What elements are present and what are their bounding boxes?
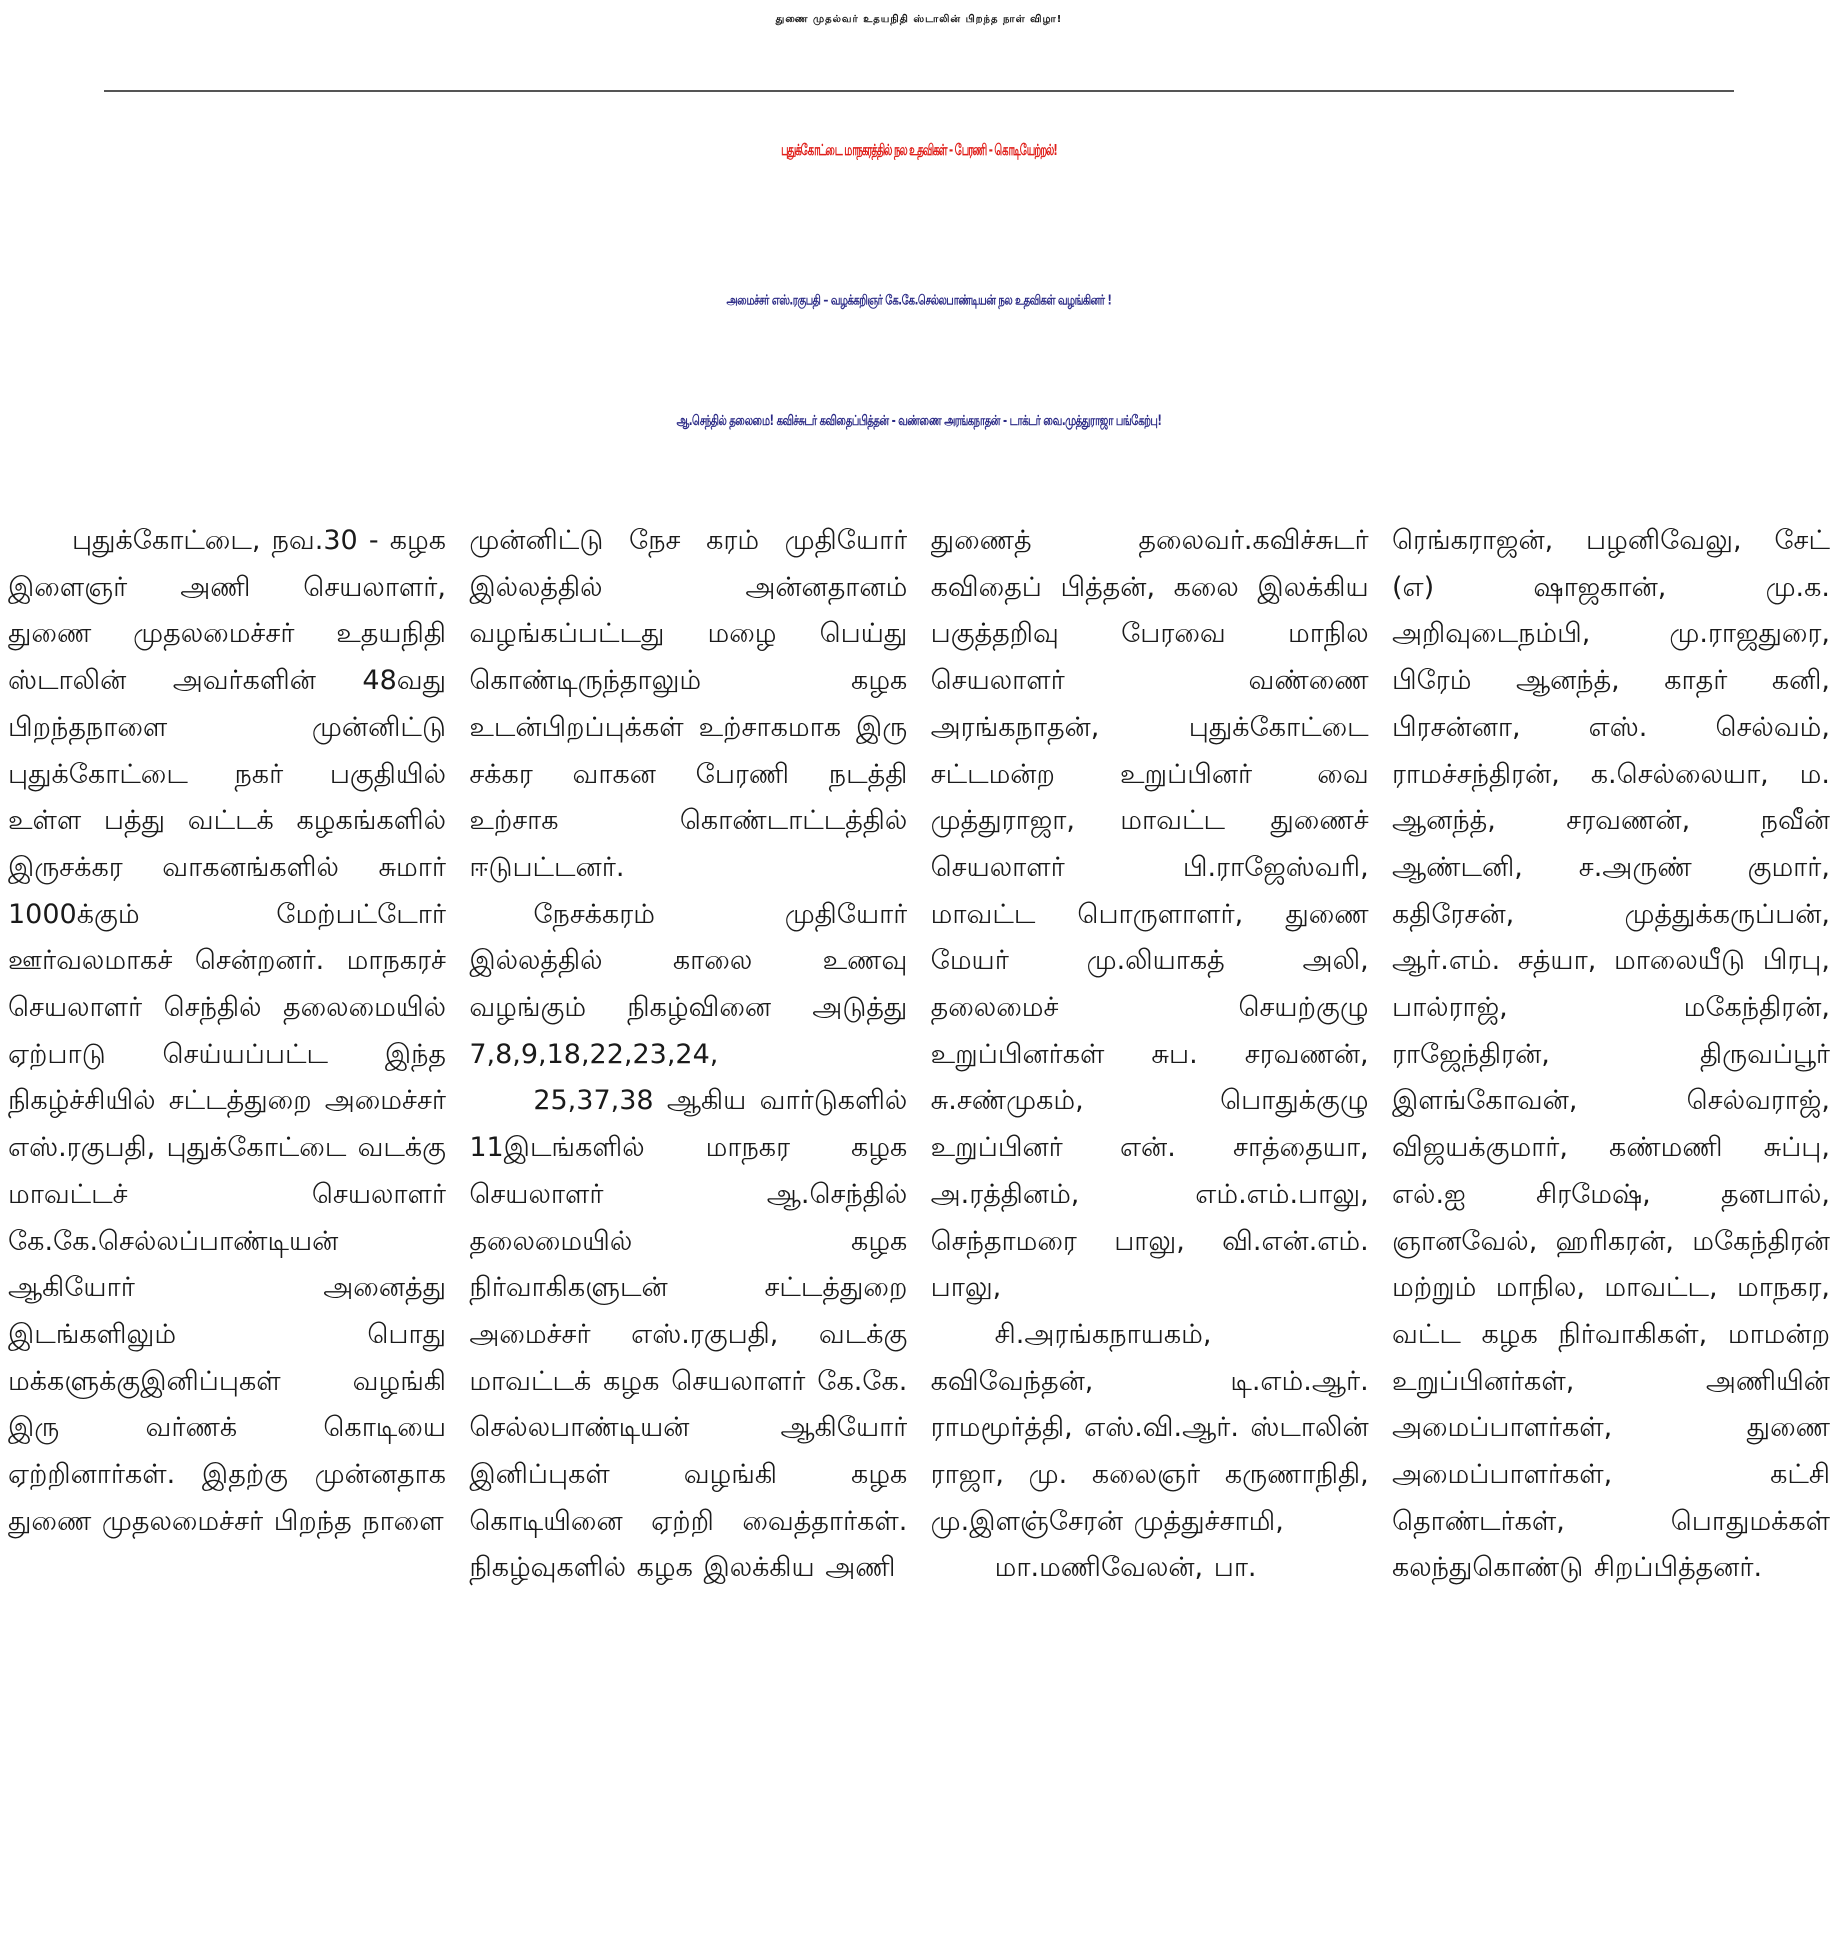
- paragraph: மா.மணிவேலன், பா.: [994, 1552, 1257, 1584]
- paragraph: முன்னிட்டு நேச கரம் முதியோர் இல்லத்தில் அன்னதானம் வழங்கப்பட்டது மழை பெய்து கொண்டிருந்தாலும் கழக உடன்பிறப்புக்கள் உற்சாகமாக இரு சக்கர வாகன பேரணி நடத்தி உற்சாக கொண்டாட்டத்தில் ஈடுபட்டனர்.: [469, 525, 908, 883]
- kicker-divider: [104, 90, 1734, 92]
- subheadline-ministers: அமைச்சர் எஸ்.ரகுபதி – வழக்கறிஞர் கே.கே.செல்லபாண்டியன் நல உதவிகள் வழங்கினர் !: [726, 293, 1112, 309]
- paragraph: புதுக்கோட்டை, நவ.30 - கழக இளைஞர் அணி செயலாளர், துணை முதலமைச்சர் உதயநிதி ஸ்டாலின் அவர்களின் 48வது பிறந்தநாளை முன்னிட்டு புதுக்கோட்டை நகர் பகுதியில் உள்ள பத்து வட்டக் கழகங்களில் இருசக்கர வாகனங்களில் சுமார் 1000க்கும் மேற்பட்டோர் ஊர்வலமாகச் சென்றனர். மாநகரச் செயலாளர் செந்தில் தலைமையில் ஏற்பாடு செய்யப்பட்ட இந்த நிகழ்ச்சியில் சட்டத்துறை அமைச்சர் எஸ்.ரகுபதி, புதுக்கோட்டை வடக்கு மாவட்டச் செயலாளர் கே.கே.செல்லப்பாண்டியன் ஆகியோர் அனைத்து இடங்களிலும் பொது மக்களுக்குஇனிப்புகள் வழங்கி இரு வர்ணக் கொடியை ஏற்றினார்கள். இதற்கு முன்னதாக துணை முதலமைச்சர் பிறந்த நாளை: [8, 525, 446, 1537]
- article-column-4: [1392, 518, 1830, 1928]
- paragraph: ரெங்கராஜன், பழனிவேலு, சேட் (எ) ஷாஜகான், மு.க. அறிவுடைநம்பி, மு.ராஜதுரை, பிரேம் ஆனந்த், காதர் கனி, பிரசன்னா, எஸ். செல்வம், ராமச்சந்திரன், க.செல்லையா, ம. ஆனந்த், சரவணன், நவீன் ஆண்டனி, ச.அருண் குமார், கதிரேசன், முத்துக்கருப்பன், ஆர்.எம். சத்யா, மாலையீடு பிரபு, பால்ராஜ், மகேந்திரன், ராஜேந்திரன், திருவப்பூர் இளங்கோவன், செல்வராஜ், விஜயக்குமார், கண்மணி சுப்பு, எல்.ஐ சிரமேஷ், தனபால், ஞானவேல், ஹரிகரன், மகேந்திரன் மற்றும் மாநில, மாவட்ட, மாநகர, வட்ட கழக நிர்வாகிகள், மாமன்ற உறுப்பினர்கள், அணியின் அமைப்பாளர்கள், துணை அமைப்பாளர்கள், கட்சி தொண்டர்கள், பொதுமக்கள் கலந்துகொண்டு சிறப்பித்தனர்.: [1391, 525, 1830, 1584]
- subheadline-participants: ஆ.செந்தில் தலைமை! கவிச்சுடர் கவிதைப்பித்தன் - வண்ணை அரங்கநாதன் - டாக்டர் வை.முத்துராஜா பங்கேற்பு!: [676, 413, 1162, 429]
- article-column-1: [8, 518, 446, 1928]
- article-column-2: [469, 518, 907, 1928]
- paragraph: 25,37,38 ஆகிய வார்டுகளில் 11இடங்களில் மாநகர கழக செயலாளர் ஆ.செந்தில் தலைமையில் கழக நிர்வாகிகளுடன் சட்டத்துறை அமைச்சர் எஸ்.ரகுபதி, வடக்கு மாவட்டக் கழக செயலாளர் கே.கே. செல்லபாண்டியன் ஆகியோர் இனிப்புகள் வழங்கி கழக கொடியினை ஏற்றி வைத்தார்கள். நிகழ்வுகளில் கழக இலக்கிய அணி: [469, 1085, 908, 1584]
- paragraph: நேசக்கரம் முதியோர் இல்லத்தில் காலை உணவு வழங்கும் நிகழ்வினை அடுத்து 7,8,9,18,22,23,24,: [469, 898, 908, 1070]
- paragraph: சி.அரங்கநாயகம், கவிவேந்தன், டி.எம்.ஆர். ராமமூர்த்தி, எஸ்.வி.ஆர். ஸ்டாலின் ராஜா, மு. கலைஞர் கருணாநிதி, மு.இளஞ்சேரன் முத்துச்சாமி,: [930, 1318, 1369, 1537]
- article-column-3: [931, 518, 1369, 1928]
- paragraph: துணைத் தலைவர்.கவிச்சுடர் கவிதைப் பித்தன், கலை இலக்கிய பகுத்தறிவு பேரவை மாநில செயலாளர் வண்ணை அரங்கநாதன், புதுக்கோட்டை சட்டமன்ற உறுப்பினர் வை முத்துராஜா, மாவட்ட துணைச் செயலாளர் பி.ராஜேஸ்வரி, மாவட்ட பொருளாளர், துணை மேயர் மு.லியாகத் அலி, தலைமைச் செயற்குழு உறுப்பினர்கள் சுப. சரவணன், சு.சண்முகம், பொதுக்குழு உறுப்பினர் என். சாத்தையா, அ.ரத்தினம், எம்.எம்.பாலு, செந்தாமரை பாலு, வி.என்.எம். பாலு,: [930, 525, 1369, 1304]
- kicker-line: துணை முதல்வர் உதயநிதி ஸ்டாலின் பிறந்த நாள் விழா!: [775, 14, 1063, 25]
- article-body: [8, 518, 1830, 1928]
- headline: புதுக்கோட்டை மாநகரத்தில் நல உதவிகள் - பேரணி - கொடியேற்றல்!: [781, 142, 1057, 160]
